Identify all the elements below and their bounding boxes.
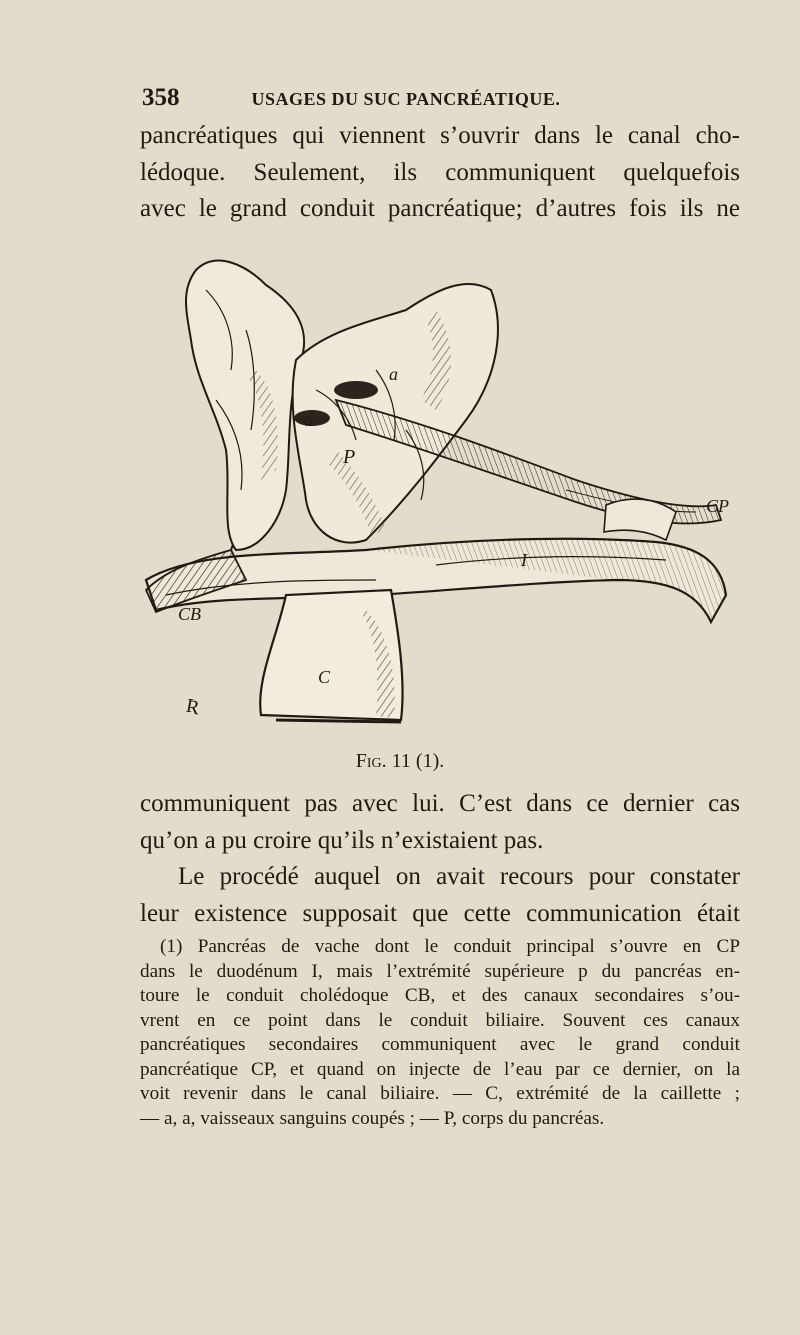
label-a-lower: a bbox=[304, 410, 313, 430]
footnote-line: voit revenir dans le canal biliaire. — C, extrémité de la caillette ; bbox=[140, 1083, 740, 1104]
text-line: leur existence supposait que cette communication était bbox=[140, 899, 740, 927]
footnote-line: — a, a, vaisseaux sanguins coupés ; — P, corps du pancréas. bbox=[140, 1107, 605, 1129]
pancreas-engraving bbox=[136, 250, 736, 748]
body-text-top bbox=[140, 118, 740, 228]
running-head bbox=[142, 84, 620, 112]
footnote-line: pancréatiques secondaires communiquent avec le grand conduit bbox=[140, 1034, 740, 1055]
footnote-line: (1) Pancréas de vache dont le conduit principal s’ouvre en CP bbox=[160, 936, 740, 957]
text-line: communiquent pas avec lui. C’est dans ce dernier cas bbox=[140, 790, 740, 817]
label-cb: CB bbox=[178, 604, 202, 624]
text-line: qu’on a pu croire qu’ils n’existaient pas. bbox=[140, 826, 544, 854]
label-i: I bbox=[521, 550, 527, 570]
footnote-line: pancréatique CP, et quand on injecte de l’eau par ce dernier, on la bbox=[140, 1058, 740, 1080]
footnote bbox=[140, 935, 740, 1131]
pancreas-left-lobe bbox=[186, 261, 304, 550]
label-cp: CP bbox=[706, 496, 730, 516]
anatomical-figure bbox=[136, 250, 736, 748]
label-c: C bbox=[318, 667, 331, 687]
page-number: 358 bbox=[142, 84, 180, 111]
text-line: Le procédé auquel on avait recours pour constater bbox=[178, 863, 740, 890]
label-a-upper: a bbox=[389, 364, 398, 384]
text-line: lédoque. Seulement, ils communiquent quelquefois bbox=[140, 158, 740, 186]
vessel-cut bbox=[334, 381, 378, 399]
body-text-bottom bbox=[140, 786, 740, 932]
engraver-signature: Ʀ bbox=[186, 695, 199, 717]
label-p: P bbox=[343, 446, 356, 468]
text-line: pancréatiques qui viennent s’ouvrir dans le canal cho- bbox=[140, 122, 740, 149]
running-title: USAGES DU SUC PANCRÉATIQUE. bbox=[251, 89, 561, 109]
figure-caption: Fig. 11 (1). bbox=[355, 750, 445, 772]
footnote-line: vrent en ce point dans le conduit biliaire. Souvent ces canaux bbox=[140, 1009, 740, 1031]
text-line: avec le grand conduit pancréatique; d’autres fois ils ne bbox=[140, 195, 740, 222]
footnote-line: dans le duodénum I, mais l’extrémité supérieure p du pancréas en- bbox=[140, 960, 740, 982]
footnote-line: toure le conduit cholédoque CB, et des canaux secondaires s’ou- bbox=[140, 985, 740, 1006]
